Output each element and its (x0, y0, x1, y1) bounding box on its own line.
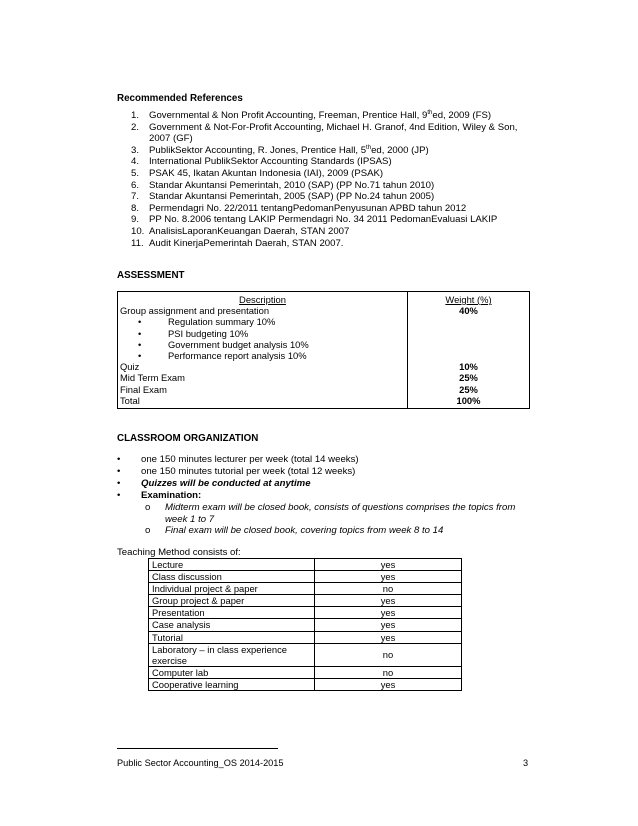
teaching-method-table (148, 558, 462, 691)
table-row: Laboratory – in class experience exercise no (149, 643, 462, 666)
reference-item: 5. PSAK 45, Ikatan Akuntan Indonesia (IAI), 2009 (PSAK) (131, 167, 384, 179)
list-item: • one 150 minutes tutorial per week (total 12 weeks) (117, 466, 356, 477)
reference-item: 1. Governmental & Non Profit Accounting, Freeman, Prentice Hall, 9thed, 2009 (FS) (131, 110, 492, 121)
reference-item: 10. AnalisisLaporanKeuangan Daerah, STAN 2007 (131, 225, 350, 237)
list-item: • Quizzes will be conducted at anytime (117, 478, 311, 489)
quiz-weight: 10% (459, 361, 478, 373)
sub-list-item: o Final exam will be closed book, covering topics from week 8 to 14 (145, 525, 444, 536)
reference-item: 7. Standar Akuntansi Pemerintah, 2005 (SAP) (PP No.24 tahun 2005) (131, 191, 435, 203)
sub-list-item: o Midterm exam will be closed book, consists of questions comprises the topics from week 1 to 7 (145, 502, 516, 525)
reference-item: 4. International PublikSektor Accounting Standards (IPSAS) (131, 156, 392, 168)
reference-item: 3. PublikSektor Accounting, R. Jones, Prentice Hall, 5thed, 2000 (JP) (131, 144, 429, 156)
midterm-weight: 25% (459, 372, 478, 384)
list-item: • Examination: (117, 490, 202, 501)
teaching-heading: Teaching Method consists of: (117, 547, 241, 558)
reference-item: 11. Audit KinerjaPemerintah Daerah, STAN 2007. (131, 237, 344, 249)
footer-title: Public Sector Accounting_OS 2014-2015 (117, 758, 284, 768)
assessment-table (117, 291, 530, 409)
table-row: Computer lab no (149, 666, 462, 678)
table-row: Case analysis yes (149, 619, 462, 631)
table-row: Class discussion yes (149, 571, 462, 583)
table-row: Group project & paper yes (149, 595, 462, 607)
table-row: Cooperative learning yes (149, 678, 462, 690)
table-row: Presentation yes (149, 607, 462, 619)
table-row: Lecture yes (149, 559, 462, 571)
group-weight: 40% (459, 305, 478, 317)
assessment-description-cell (118, 292, 408, 409)
weight-header: Weight (%) (445, 294, 492, 305)
list-item: • Government budget analysis 10% (138, 338, 309, 350)
final-label: Final Exam (120, 383, 167, 395)
list-item: • PSI budgeting 10% (138, 327, 249, 339)
total-weight: 100% (456, 394, 481, 406)
classroom-heading: CLASSROOM ORGANIZATION (117, 433, 259, 444)
assessment-weight-cell (408, 292, 530, 409)
footer-divider (117, 748, 278, 749)
table-row: Tutorial yes (149, 631, 462, 643)
reference-item: 2. Government & Not-For-Profit Accounting, Michael H. Granof, 4nd Edition, Wiley & Son, 2007 (GF) (131, 121, 518, 145)
reference-item: 8. Permendagri No. 22/2011 tentangPedomanPenyusunan APBD tahun 2012 (131, 202, 467, 214)
assessment-heading: ASSESSMENT (117, 270, 185, 281)
reference-item: 6. Standar Akuntansi Pemerintah, 2010 (SAP) (PP No.71 tahun 2010) (131, 179, 435, 191)
total-label: Total (120, 394, 140, 406)
references-list (117, 110, 537, 249)
page-number: 3 (523, 758, 529, 768)
reference-item: 9. PP No. 8.2006 tentang LAKIP Permendagri No. 34 2011 PedomanEvaluasi LAKIP (131, 214, 498, 226)
quiz-label: Quiz (120, 361, 140, 373)
description-header: Description (239, 294, 286, 305)
references-heading: Recommended References (117, 93, 243, 104)
list-item: • Regulation summary 10% (138, 316, 276, 328)
table-row: Individual project & paper no (149, 583, 462, 595)
group-assignment-label: Group assignment and presentation (120, 305, 270, 317)
final-weight: 25% (459, 383, 478, 395)
list-item: • Performance report analysis 10% (138, 350, 307, 362)
midterm-label: Mid Term Exam (120, 372, 185, 384)
list-item: • one 150 minutes lecturer per week (total 14 weeks) (117, 454, 359, 465)
